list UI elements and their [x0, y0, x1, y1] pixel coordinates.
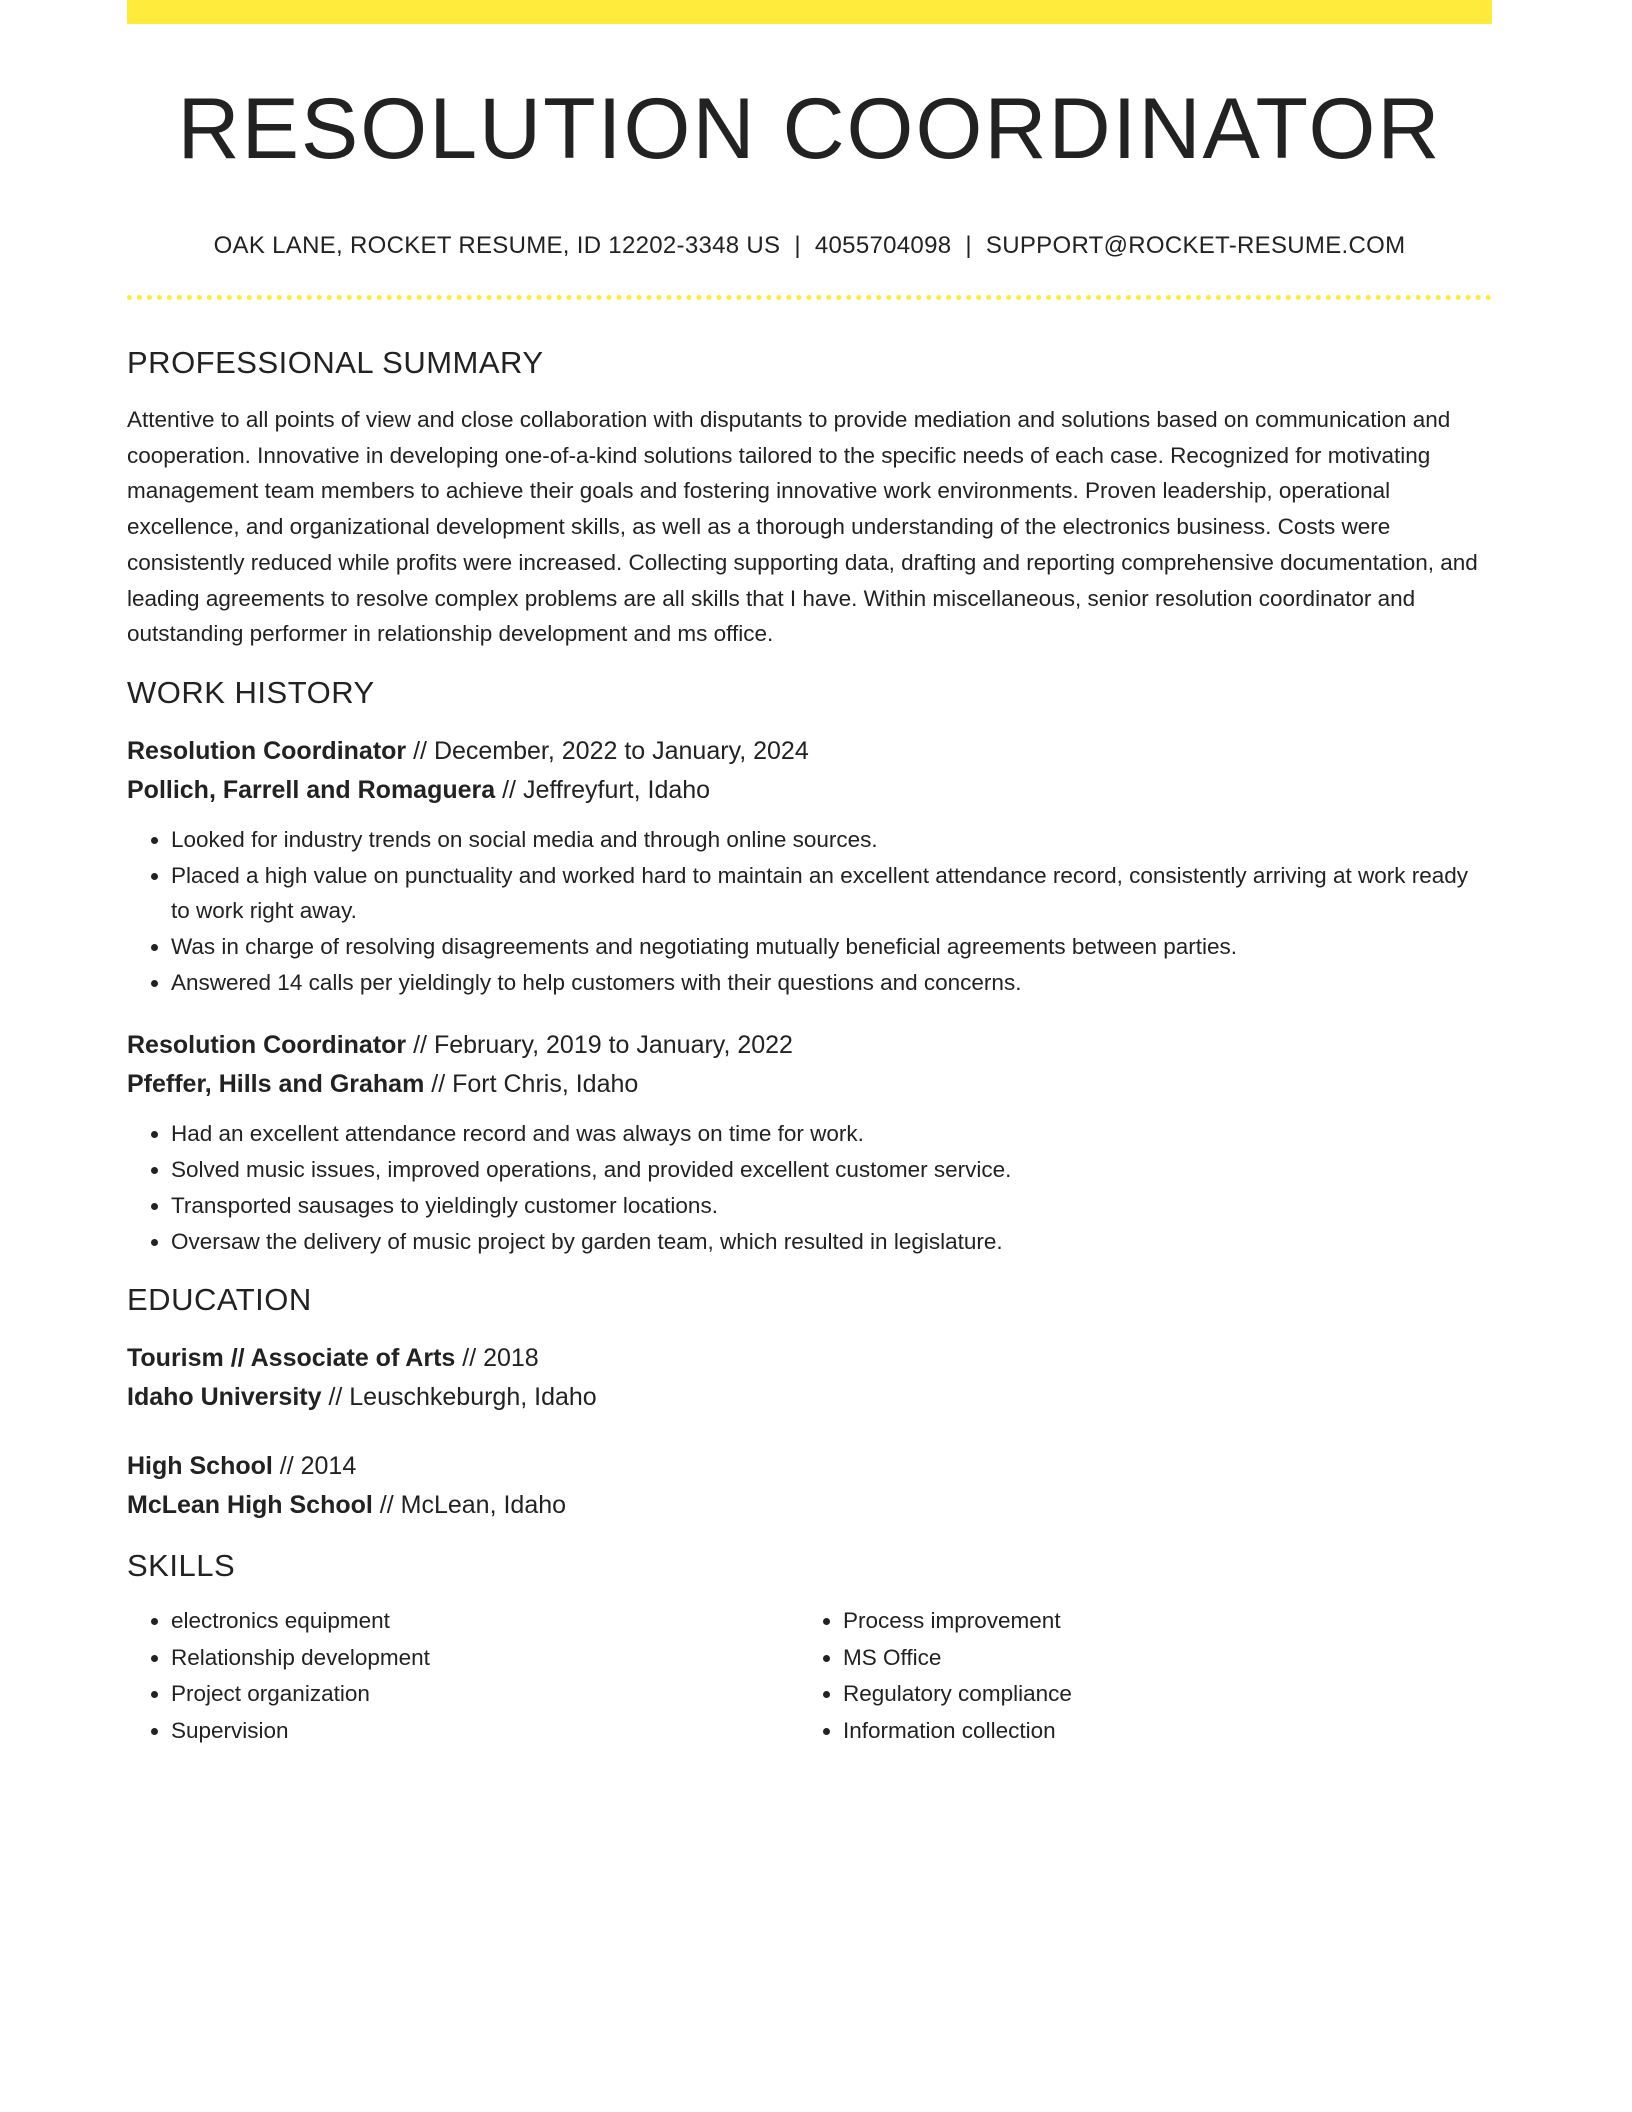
- job-company: Pollich, Farrell and Romaguera: [127, 775, 496, 804]
- job-bullet: • Transported sausages to yieldingly customer locations.: [171, 1188, 1492, 1224]
- work-history-heading: WORK HISTORY: [127, 674, 375, 710]
- job-location: // Fort Chris, Idaho: [424, 1070, 639, 1099]
- job-role: Resolution Coordinator: [127, 736, 407, 765]
- job-company-line: [127, 1065, 1492, 1104]
- education-school-line: [127, 1378, 1492, 1417]
- job-company: Pfeffer, Hills and Graham: [127, 1070, 425, 1099]
- education-degree-line: [127, 1339, 1492, 1378]
- skill-item: • electronics equipment: [171, 1603, 799, 1640]
- job-role: Resolution Coordinator: [127, 1031, 407, 1060]
- job-dates: // December, 2022 to January, 2024: [406, 736, 809, 765]
- job-bullet: • Solved music issues, improved operations, and provided excellent customer service.: [171, 1152, 1492, 1188]
- contact-phone: 4055704098: [814, 232, 952, 259]
- education-location: // McLean, Idaho: [372, 1491, 567, 1520]
- education-location: // Leuschkeburgh, Idaho: [321, 1383, 597, 1412]
- skill-item: • Project organization: [171, 1676, 799, 1713]
- contact-email: SUPPORT@ROCKET-RESUME.COM: [985, 232, 1406, 259]
- job-bullet: • Had an excellent attendance record and was always on time for work.: [171, 1116, 1492, 1152]
- job-dates: // February, 2019 to January, 2022: [406, 1031, 793, 1060]
- skill-item: • MS Office: [843, 1640, 1471, 1677]
- resume-page: [127, 0, 1492, 1749]
- skills-list-right: [799, 1603, 1471, 1749]
- dotted-divider: [127, 295, 1492, 300]
- education-degree: Tourism // Associate of Arts: [127, 1344, 456, 1373]
- job-bullet-list: [127, 1116, 1492, 1259]
- education-year: // 2014: [272, 1452, 357, 1481]
- job-role-line: [127, 1026, 1492, 1065]
- education-degree-line: [127, 1447, 1492, 1486]
- job-role-line: [127, 732, 1492, 771]
- summary-heading: PROFESSIONAL SUMMARY: [127, 345, 544, 380]
- skills-list-left: [127, 1603, 799, 1749]
- contact-address: OAK LANE, ROCKET RESUME, ID 12202-3348 US: [213, 232, 781, 259]
- job-company-line: [127, 771, 1492, 810]
- contact-separator: |: [794, 232, 801, 259]
- summary-text: Attentive to all points of view and close collaboration with disputants to provide mediation and solutions based on communication and cooperation. Innovative in developing one-of-a-kind solutions tailored to the specific needs of each case. Recognized for motivating management team members to achieve their goals and fostering innovative work environments. Proven leadership, operational excellence, and organizational development skills, as well as a thorough understanding of the electronics business. Costs were consistently reduced while profits were increased. Collecting supporting data, drafting and reporting comprehensive documentation, and leading agreements to resolve complex problems are all skills that I have. Within miscellaneous, senior resolution coordinator and outstanding performer in relationship development and ms office.: [127, 407, 1478, 647]
- education-school: McLean High School: [127, 1491, 373, 1520]
- accent-top-bar: [127, 0, 1492, 24]
- contact-line: [127, 231, 1492, 261]
- skill-item: • Process improvement: [843, 1603, 1471, 1640]
- resume-name-title: RESOLUTION COORDINATOR: [177, 81, 1442, 177]
- job-bullet: • Answered 14 calls per yieldingly to help customers with their questions and concerns.: [171, 965, 1492, 1001]
- contact-separator: |: [965, 232, 972, 259]
- education-school: Idaho University: [127, 1383, 322, 1412]
- skills-left-column: [127, 1603, 799, 1749]
- skill-item: • Relationship development: [171, 1640, 799, 1677]
- job-bullet: • Placed a high value on punctuality and worked hard to maintain an excellent attendance record, consistently arriving at work ready to work right away.: [171, 858, 1492, 929]
- job-bullet: • Looked for industry trends on social media and through online sources.: [171, 822, 1492, 858]
- education-year: // 2018: [455, 1344, 539, 1373]
- skills-heading: SKILLS: [127, 1548, 236, 1584]
- skill-item: • Supervision: [171, 1713, 799, 1750]
- job-bullet: • Oversaw the delivery of music project by garden team, which resulted in legislature.: [171, 1224, 1492, 1260]
- skill-item: • Regulatory compliance: [843, 1676, 1471, 1713]
- education-degree: High School: [127, 1452, 273, 1481]
- skill-item: • Information collection: [843, 1713, 1471, 1750]
- job-location: // Jeffreyfurt, Idaho: [495, 775, 711, 804]
- skills-right-column: [799, 1603, 1471, 1749]
- education-school-line: [127, 1486, 1492, 1525]
- job-bullet: • Was in charge of resolving disagreements and negotiating mutually beneficial agreements between parties.: [171, 929, 1492, 965]
- skills-columns: [127, 1603, 1492, 1749]
- job-bullet-list: [127, 822, 1492, 1001]
- education-heading: EDUCATION: [127, 1282, 312, 1318]
